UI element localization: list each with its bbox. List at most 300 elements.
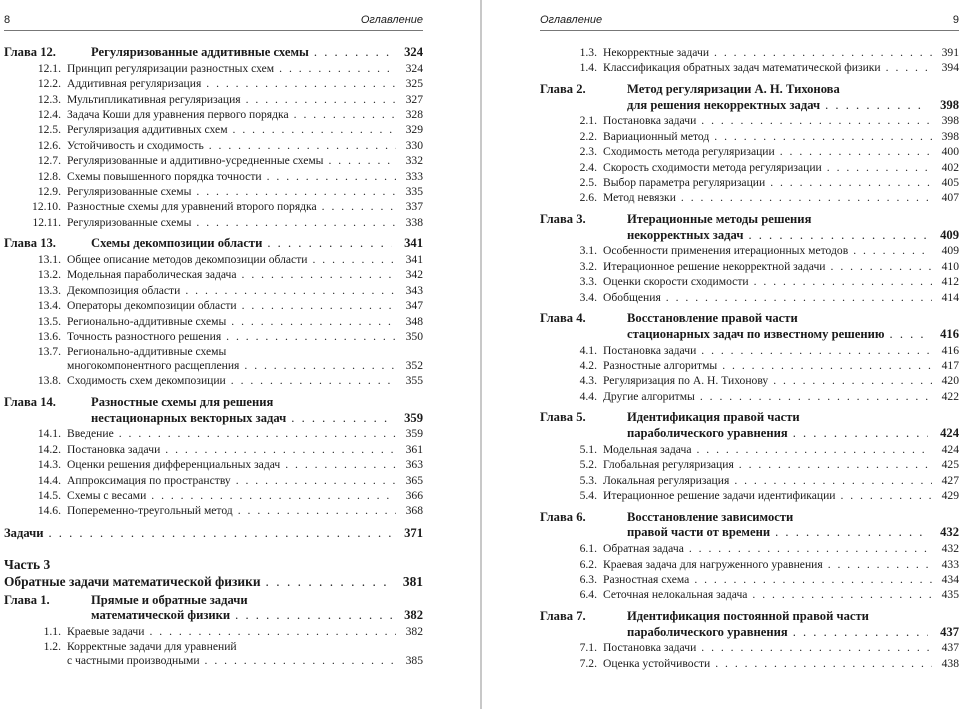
section-title: Оценки скорости сходимости: [603, 275, 749, 289]
section-number: 5.2.: [579, 458, 597, 472]
section-number: 14.4.: [37, 473, 61, 487]
toc-section: [540, 488, 959, 503]
chapter-title: Итерационные методы решения: [627, 211, 812, 226]
toc-section: [540, 541, 959, 556]
section-title: Постановка задачи: [603, 641, 697, 655]
section-title: Схемы повышенного порядка точности: [67, 169, 262, 183]
section-title: Краевая задача для нагруженного уравнения: [603, 557, 823, 571]
chapter-title: Восстановление зависимости: [627, 509, 794, 524]
toc-section: [540, 60, 959, 75]
dot-leader: [209, 138, 396, 153]
chapter-block: [540, 510, 959, 603]
section-title: Постановка задачи: [67, 442, 161, 456]
dot-leader: [231, 314, 396, 329]
section-number: 13.6.: [37, 330, 61, 344]
toc-section: [540, 175, 959, 190]
chapter-heading: [540, 212, 959, 244]
section-title: Локальная регуляризация: [603, 473, 730, 487]
section-page: 398: [941, 114, 959, 128]
toc-section: [540, 144, 959, 159]
section-number: 1.3.: [579, 46, 597, 59]
chapter-title-row: [540, 625, 959, 641]
dot-leader: [825, 98, 928, 114]
chapter-title: Идентификация правой части: [627, 410, 800, 425]
toc-section: [540, 113, 959, 128]
section-page: 366: [405, 488, 423, 502]
section-title: Разностные схемы для уравнений второго порядка: [67, 200, 317, 214]
toc-section: 1.2. Корректные задачи для уравнений с частными производными . . . 385: [4, 640, 423, 669]
dot-leader: [770, 175, 932, 190]
toc-section: [4, 184, 423, 199]
dot-leader: [831, 259, 932, 274]
running-title: Оглавление: [540, 14, 603, 26]
section-page: 437: [941, 641, 959, 655]
chapter-block: [540, 212, 959, 305]
section-title: Общее описание методов декомпозиции области: [67, 253, 308, 267]
section-page: 410: [941, 259, 959, 273]
section-title: Итерационное решение некорректной задачи: [603, 259, 826, 273]
section-list: [4, 61, 423, 230]
chapter-heading: Глава 12. Регуляризованные аддитивные схемы . . . 324: [4, 45, 423, 61]
dot-leader: [206, 76, 396, 91]
section-page: 348: [405, 314, 423, 328]
toc-section: [540, 45, 959, 60]
page-number: 9: [952, 14, 959, 26]
part-label: Часть 3: [4, 556, 51, 572]
section-title: Введение: [67, 427, 114, 441]
section-page: 335: [405, 185, 423, 199]
toc-section: [4, 153, 423, 168]
toc-section: [4, 283, 423, 298]
section-page: 338: [405, 215, 423, 229]
section-title: Скорость сходимости метода регуляризации: [603, 160, 822, 174]
section-number: 12.7.: [37, 154, 61, 168]
toc-section: [4, 122, 423, 137]
section-number: 12.8.: [37, 169, 61, 183]
dot-leader: [793, 625, 928, 641]
dot-leader: [827, 160, 932, 175]
dot-leader: [681, 190, 932, 205]
dot-leader: [233, 122, 396, 137]
dot-leader: [748, 228, 928, 244]
dot-leader: [322, 199, 396, 214]
chapter-page: 416: [940, 326, 959, 341]
chapter-title-row: [540, 525, 959, 541]
dot-leader: [242, 298, 396, 313]
chapter-label: Глава 7.: [540, 608, 586, 623]
section-title: Выбор параметра регуляризации: [603, 176, 766, 190]
dot-leader: [666, 290, 932, 305]
section-page: 328: [405, 108, 423, 122]
right-page: [540, 0, 959, 709]
toc-section: [4, 215, 423, 230]
section-title: Модельная параболическая задача: [67, 268, 237, 282]
toc-section: [4, 442, 423, 457]
section-title: Постановка задачи: [603, 114, 697, 128]
section-page: 329: [405, 123, 423, 137]
section-title: Обобщения: [603, 290, 661, 304]
chapter-label: Глава 6.: [540, 509, 586, 524]
toc-section: [540, 389, 959, 404]
dot-leader: [694, 572, 932, 587]
section-page: 365: [405, 473, 423, 487]
chapter-title-row: [540, 228, 959, 244]
section-page: 416: [941, 343, 959, 357]
dot-leader: [752, 587, 932, 602]
chapter-page: 437: [940, 624, 959, 639]
toc-section: 1.1. Краевые задачи . . . 382: [4, 624, 423, 639]
section-number: 5.3.: [579, 473, 597, 487]
chapter-label: Глава 2.: [540, 81, 586, 96]
toc-section: [540, 259, 959, 274]
section-page: 368: [405, 504, 423, 518]
toc-section: [540, 557, 959, 572]
toc-section: [540, 457, 959, 472]
section-title: Регионально-аддитивные схемы: [67, 314, 227, 328]
section-number: 12.9.: [37, 185, 61, 199]
chapter-page: 432: [940, 525, 959, 540]
section-page: 417: [941, 359, 959, 373]
section-page: 343: [405, 283, 423, 297]
dot-leader: [734, 473, 932, 488]
section-title: Регуляризованные и аддитивно-усредненные схемы: [67, 154, 324, 168]
right-running-head: [540, 14, 959, 28]
section-title: Особенности применения итерационных методов: [603, 244, 849, 258]
dot-leader: [279, 61, 396, 76]
section-page: 409: [941, 244, 959, 258]
dot-leader: [267, 169, 396, 184]
section-number: 13.3.: [37, 283, 61, 297]
toc-section: [4, 107, 423, 122]
chapter-title-row: [540, 426, 959, 442]
toc-section: [540, 343, 959, 358]
dot-leader: [754, 274, 932, 289]
dot-leader: [196, 215, 396, 230]
section-page: 438: [941, 656, 959, 670]
section-list: [4, 252, 423, 344]
toc-section: [540, 274, 959, 289]
section-title: Вариационный метод: [603, 129, 710, 143]
section-title: Другие алгоритмы: [603, 389, 695, 403]
dot-leader: [853, 243, 932, 258]
section-title: Операторы декомпозиции области: [67, 299, 237, 313]
toc-section: [4, 252, 423, 267]
header-rule: [540, 30, 959, 31]
section-number: 14.6.: [37, 504, 61, 518]
section-title: Оценки решения дифференциальных задач: [67, 458, 281, 472]
toc-section: [540, 473, 959, 488]
section-number: 12.2.: [37, 77, 61, 91]
section-page: 425: [941, 458, 959, 472]
chapter-title: Восстановление правой части: [627, 311, 798, 326]
section-page: 435: [941, 588, 959, 602]
section-title: Регуляризованные схемы: [67, 215, 192, 229]
chapter-page: 409: [940, 227, 959, 242]
section-list: [540, 45, 959, 76]
chapter-block: [540, 82, 959, 206]
section-number: 6.2.: [579, 557, 597, 571]
section-page: 405: [941, 176, 959, 190]
dot-leader: [151, 488, 396, 503]
dot-leader: [165, 442, 396, 457]
section-title: Попеременно-треугольный метод: [67, 504, 233, 518]
section-number: 13.5.: [37, 314, 61, 328]
header-rule: [4, 30, 423, 31]
section-title: Мультипликативная регуляризация: [67, 92, 241, 106]
section-number: 12.11.: [32, 215, 61, 229]
dot-leader: [841, 488, 933, 503]
toc-section: [540, 656, 959, 671]
chapter-title-cont: параболического уравнения: [627, 426, 788, 441]
dot-leader: [886, 60, 932, 75]
section-page: 363: [405, 458, 423, 472]
dot-leader: [701, 113, 932, 128]
section-title: Некорректные задачи: [603, 46, 710, 59]
section-title: Оценка устойчивости: [603, 656, 711, 670]
page-number: 8: [4, 14, 11, 26]
section-number: 12.3.: [37, 92, 61, 106]
chapter-title-cont: для решения некорректных задач: [627, 97, 821, 112]
toc-section: [540, 572, 959, 587]
section-title: Регуляризованные схемы: [67, 185, 192, 199]
dot-leader: [773, 373, 932, 388]
toc-section: [4, 199, 423, 214]
section-title: Модельная задача: [603, 442, 692, 456]
section-page: 434: [941, 572, 959, 586]
section-page: 414: [941, 290, 959, 304]
chapter-title-cont: параболического уравнения: [627, 624, 788, 639]
section-number: 13.1.: [37, 253, 61, 267]
dot-leader: [714, 45, 932, 60]
dot-leader: [701, 343, 932, 358]
section-title: Глобальная регуляризация: [603, 458, 734, 472]
dot-leader: [312, 252, 396, 267]
toc-section: [4, 92, 423, 107]
dot-leader: [294, 107, 396, 122]
section-title: Аддитивная регуляризация: [67, 77, 202, 91]
dot-leader: [226, 329, 396, 344]
section-number: 14.3.: [37, 458, 61, 472]
tasks-heading: Задачи . . . 371: [4, 526, 423, 542]
section-page: 324: [405, 61, 423, 75]
dot-leader: [715, 656, 932, 671]
section-number: 1.4.: [579, 61, 597, 75]
toc-section: [4, 138, 423, 153]
section-number: 13.4.: [37, 299, 61, 313]
dot-leader: [238, 503, 396, 518]
chapter-heading: [540, 510, 959, 542]
chapter-title: Метод регуляризации А. Н. Тихонова: [627, 81, 840, 96]
toc-section: [4, 169, 423, 184]
section-title: Постановка задачи: [603, 343, 697, 357]
toc-section: [540, 160, 959, 175]
running-title: Оглавление: [360, 14, 423, 26]
section-title: Декомпозиция области: [67, 283, 181, 297]
left-running-head: [4, 14, 423, 28]
section-number: 5.4.: [579, 489, 597, 503]
dot-leader: [739, 457, 932, 472]
chapter-page: 424: [940, 426, 959, 441]
toc-section: [4, 503, 423, 518]
section-title: Метод невязки: [603, 191, 676, 205]
toc-section: [4, 457, 423, 472]
section-number: 5.1.: [579, 442, 597, 456]
toc-section: [540, 129, 959, 144]
toc-section: [540, 640, 959, 655]
dot-leader: [714, 129, 932, 144]
section-title: Разностная схема: [603, 572, 690, 586]
chapter-title-row: [540, 98, 959, 114]
section-page: 420: [941, 374, 959, 388]
dot-leader: [828, 557, 932, 572]
section-page: 330: [405, 138, 423, 152]
chapter-title-row: [540, 327, 959, 343]
dot-leader: [185, 283, 396, 298]
chapter-title-cont: стационарных задач по известному решению: [627, 326, 885, 341]
chapter-block: [540, 609, 959, 671]
section-number: 14.1.: [37, 427, 61, 441]
toc-section: [540, 587, 959, 602]
toc-section: [4, 473, 423, 488]
toc-section: [540, 373, 959, 388]
section-page: 400: [941, 145, 959, 159]
section-number: 2.1.: [579, 114, 597, 128]
chapter-label: Глава 4.: [540, 311, 586, 326]
dot-leader: [696, 442, 932, 457]
section-number: 13.2.: [37, 268, 61, 282]
section-number: 3.2.: [579, 259, 597, 273]
section-number: 3.1.: [579, 244, 597, 258]
chapter-heading: Глава 1. Прямые и обратные задачи математической физики . . . 382: [4, 593, 423, 625]
section-page: 391: [941, 46, 959, 59]
toc-section: [540, 442, 959, 457]
section-number: 2.5.: [579, 176, 597, 190]
dot-leader: [775, 525, 928, 541]
chapter-heading: [540, 311, 959, 343]
section-page: 333: [405, 169, 423, 183]
section-page: 361: [405, 442, 423, 456]
section-number: 3.3.: [579, 275, 597, 289]
section-page: 398: [941, 129, 959, 143]
section-number: 7.1.: [579, 641, 597, 655]
dot-leader: [119, 426, 396, 441]
chapter-block: [540, 311, 959, 404]
section-page: 350: [405, 330, 423, 344]
section-page: 332: [405, 154, 423, 168]
section-number: 7.2.: [579, 656, 597, 670]
toc-section: [4, 314, 423, 329]
dot-leader: [285, 457, 396, 472]
chapter-title-cont: некорректных задач: [627, 227, 744, 242]
section-number: 6.4.: [579, 588, 597, 602]
section-title: Точность разностного решения: [67, 330, 222, 344]
dot-leader: [700, 389, 932, 404]
toc-section: [540, 243, 959, 258]
toc-section: [540, 358, 959, 373]
section-title: Устойчивость и сходимость: [67, 138, 204, 152]
toc-section: [4, 329, 423, 344]
section-number: 12.1.: [37, 61, 61, 75]
section-page: 394: [941, 61, 959, 75]
toc-section: 13.8. Сходимость схем декомпозиции . . . 355: [4, 373, 423, 388]
toc-section: [4, 61, 423, 76]
chapter-heading: [540, 410, 959, 442]
section-page: 341: [405, 253, 423, 267]
dot-leader: [242, 267, 396, 282]
section-number: 2.2.: [579, 129, 597, 143]
section-title: Классификация обратных задач математической физики: [603, 61, 881, 75]
toc-section: [540, 290, 959, 305]
section-title: Итерационное решение задачи идентификации: [603, 489, 836, 503]
section-title: Регуляризация по А. Н. Тихонову: [603, 374, 769, 388]
dot-leader: [689, 541, 932, 556]
part-title: Обратные задачи математической физики . . . 381: [4, 573, 423, 590]
dot-leader: [780, 144, 932, 159]
chapter-heading: Глава 13. Схемы декомпозиции области . . . 341: [4, 236, 423, 252]
section-number: 12.10.: [32, 200, 61, 214]
section-title: Разностные алгоритмы: [603, 359, 718, 373]
section-page: 432: [941, 542, 959, 556]
dot-leader: [793, 426, 928, 442]
toc-section: [4, 426, 423, 441]
chapter-heading: [540, 82, 959, 114]
section-page: 347: [405, 299, 423, 313]
section-number: 12.5.: [37, 123, 61, 137]
dot-leader: [236, 473, 396, 488]
chapter-title-cont: правой части от времени: [627, 525, 771, 540]
section-title: Регуляризация аддитивных схем: [67, 123, 228, 137]
section-title: Сходимость метода регуляризации: [603, 145, 775, 159]
toc-section: [4, 76, 423, 91]
section-number: 4.2.: [579, 359, 597, 373]
toc-section: [540, 190, 959, 205]
dot-leader: [246, 92, 396, 107]
left-toc: [4, 45, 423, 668]
section-number: 4.4.: [579, 389, 597, 403]
section-page: 407: [941, 191, 959, 205]
dot-leader: [701, 640, 932, 655]
section-title: Принцип регуляризации разностных схем: [67, 61, 275, 75]
section-list: [4, 426, 423, 518]
chapter-heading: [540, 609, 959, 641]
section-title: Схемы с весами: [67, 488, 147, 502]
section-number: 3.4.: [579, 290, 597, 304]
section-number: 4.1.: [579, 343, 597, 357]
right-toc: [540, 45, 959, 671]
dot-leader: [890, 327, 928, 343]
section-number: 6.1.: [579, 542, 597, 556]
dot-leader: [196, 184, 396, 199]
chapter-label: Глава 5.: [540, 410, 586, 425]
section-title: Сеточная нелокальная задача: [603, 588, 748, 602]
section-title: Обратная задача: [603, 542, 684, 556]
section-number: 12.4.: [37, 108, 61, 122]
chapter-heading: Глава 14. Разностные схемы для решения нестационарных векторных задач . . . 359: [4, 395, 423, 427]
section-page: 342: [405, 268, 423, 282]
section-number: 2.6.: [579, 191, 597, 205]
section-page: 402: [941, 160, 959, 174]
toc-section: 13.7. Регионально-аддитивные схемы многокомпонентного расщепления . . . 352: [4, 345, 423, 374]
section-page: 359: [405, 427, 423, 441]
chapter-label: Глава 3.: [540, 211, 586, 226]
section-number: 14.2.: [37, 442, 61, 456]
section-page: 424: [941, 442, 959, 456]
section-page: 427: [941, 473, 959, 487]
section-page: 327: [405, 92, 423, 106]
section-title: Задача Коши для уравнения первого порядка: [67, 108, 289, 122]
section-page: 433: [941, 557, 959, 571]
dot-leader: [328, 153, 396, 168]
